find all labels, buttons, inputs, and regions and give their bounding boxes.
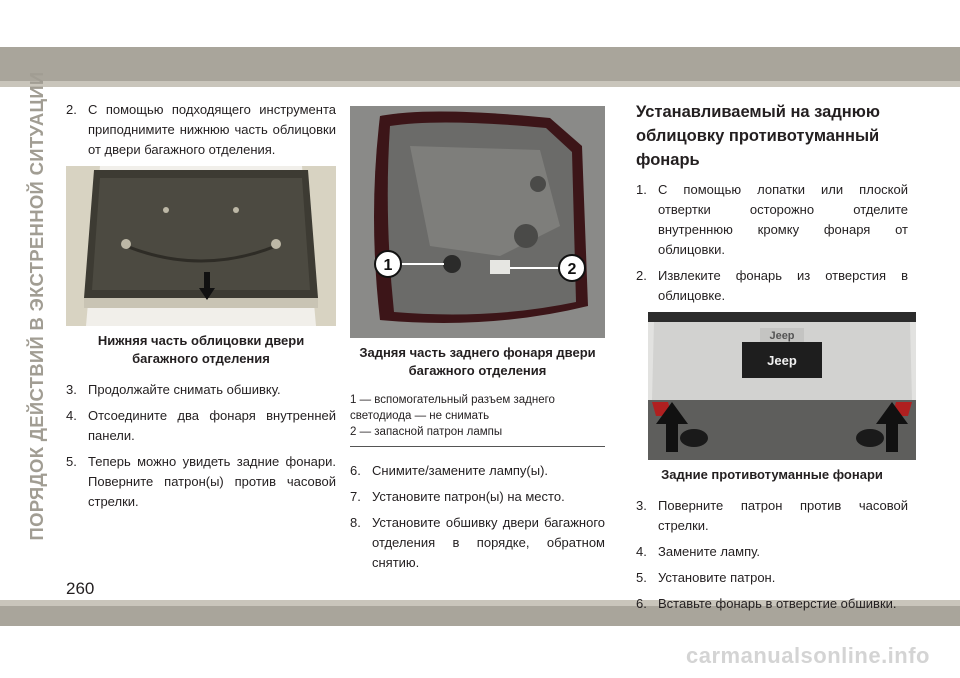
liftgate-trim-photo bbox=[66, 166, 336, 326]
step-text: Извлеките фонарь из отверстия в облицовке. bbox=[658, 268, 908, 303]
legend-item-1: 1 — вспомогательный разъем заднего светодиода — не снимать bbox=[350, 394, 555, 422]
rear-fog-lamps-photo bbox=[648, 312, 916, 460]
step-number: 8. bbox=[350, 515, 361, 530]
step-7 bbox=[350, 487, 605, 507]
step-text: С помощью лопатки или плоской отвертки осторожно отделите внутреннюю кромку фонаря от облицовки. bbox=[658, 182, 908, 257]
step-number: 3. bbox=[66, 382, 77, 397]
sidebar-section-title bbox=[20, 71, 54, 541]
fog-step-5 bbox=[636, 568, 908, 588]
plate-badge-text: Jeep bbox=[767, 353, 797, 368]
figure-caption-trim: Нижняя часть облицовки двери багажного отделения bbox=[97, 333, 305, 366]
figure-legend bbox=[350, 392, 605, 447]
badge-top-text: Jeep bbox=[769, 330, 795, 342]
step-8 bbox=[350, 513, 605, 573]
step-number: 4. bbox=[636, 544, 647, 559]
step-text: Поверните патрон против часовой стрелки. bbox=[658, 498, 908, 533]
step-6 bbox=[350, 461, 605, 481]
step-text: Вставьте фонарь в отверстие обшивки. bbox=[658, 596, 897, 611]
step-number: 6. bbox=[350, 463, 361, 478]
section-heading: Устанавливаемый на заднюю облицовку противотуманный фонарь bbox=[636, 103, 880, 169]
step-number: 2. bbox=[66, 102, 77, 117]
page-number: 260 bbox=[66, 579, 95, 598]
fog-step-6 bbox=[636, 594, 908, 614]
figure-caption-fog-lamps: Задние противотуманные фонари bbox=[661, 467, 883, 482]
fog-step-3 bbox=[636, 496, 908, 536]
step-number: 3. bbox=[636, 498, 647, 513]
step-text: Отсоедините два фонаря внутренней панели. bbox=[88, 408, 336, 443]
step-number: 6. bbox=[636, 596, 647, 611]
taillamp-rear-photo bbox=[350, 106, 605, 338]
figure-caption-taillamp: Задняя часть заднего фонаря двери багажного отделения bbox=[359, 345, 596, 378]
step-number: 5. bbox=[636, 570, 647, 585]
step-text: Продолжайте снимать обшивку. bbox=[88, 382, 281, 397]
step-5 bbox=[66, 452, 336, 512]
step-number: 1. bbox=[636, 182, 647, 197]
step-number: 2. bbox=[636, 268, 647, 283]
step-number: 4. bbox=[66, 408, 77, 423]
fog-step-4 bbox=[636, 542, 908, 562]
step-3 bbox=[66, 380, 336, 400]
header-band-light bbox=[0, 81, 960, 87]
fog-step-2 bbox=[636, 266, 908, 306]
header-band bbox=[0, 47, 960, 81]
step-text: Установите обшивку двери багажного отделения в порядке, обратном снятию. bbox=[372, 515, 605, 570]
step-text: Теперь можно увидеть задние фонари. Поверните патрон(ы) против часовой стрелки. bbox=[88, 454, 336, 509]
column-right bbox=[636, 100, 908, 620]
step-number: 7. bbox=[350, 489, 361, 504]
step-text: Установите патрон(ы) на место. bbox=[372, 489, 565, 504]
step-number: 5. bbox=[66, 454, 77, 469]
step-text: Снимите/замените лампу(ы). bbox=[372, 463, 549, 478]
column-left bbox=[66, 100, 336, 518]
watermark[interactable]: carmanualsonline.info bbox=[686, 643, 930, 668]
step-4 bbox=[66, 406, 336, 446]
legend-item-2: 2 — запасной патрон лампы bbox=[350, 426, 503, 438]
step-text: Замените лампу. bbox=[658, 544, 760, 559]
step-text: С помощью подходящего инструмента приподнимите нижнюю часть облицовки от двери багажного отделения. bbox=[88, 102, 336, 157]
step-2 bbox=[66, 100, 336, 160]
fog-step-1 bbox=[636, 180, 908, 260]
step-text: Установите патрон. bbox=[658, 570, 776, 585]
sidebar-title-text: ПОРЯДОК ДЕЙСТВИЙ В ЭКСТРЕННОЙ СИТУАЦИИ bbox=[26, 71, 47, 541]
callout-2: 2 bbox=[567, 261, 577, 278]
column-middle bbox=[350, 106, 605, 579]
callout-1: 1 bbox=[383, 257, 393, 274]
